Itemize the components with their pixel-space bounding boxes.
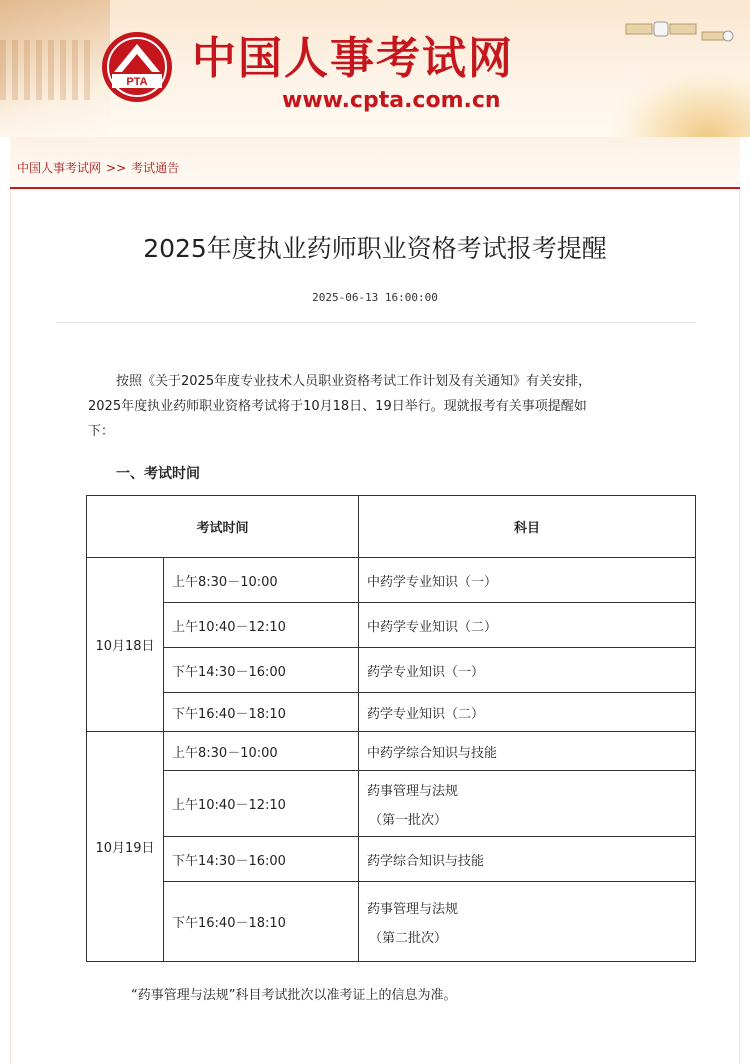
session-time: 上午10:40－12:10: [164, 771, 359, 837]
publish-date: 2025-06-13 16:00:00: [312, 291, 438, 304]
session-subject: 药学综合知识与技能: [359, 837, 696, 882]
session-subject: 中药学综合知识与技能: [359, 732, 696, 771]
site-banner: [0, 0, 750, 137]
intro-line-1: 按照《关于2025年度专业技术人员职业资格考试工作计划及有关通知》有关安排，: [116, 374, 592, 389]
session-subject-note: （第一批次）: [369, 812, 448, 828]
session-subject: 药学专业知识（一）: [359, 648, 696, 693]
logo-text: PTA: [126, 76, 148, 88]
session-subject: 药事管理与法规: [367, 783, 459, 799]
header-exam-time: 考试时间: [87, 496, 359, 558]
breadcrumb-home-link[interactable]: 中国人事考试网: [17, 161, 102, 175]
breadcrumb: [17, 159, 179, 176]
session-subject-note: （第二批次）: [369, 930, 448, 946]
header-subject: 科目: [359, 496, 696, 558]
session-subject: 中药学专业知识（二）: [359, 603, 696, 648]
table-row: [87, 693, 696, 732]
cpta-logo[interactable]: [100, 30, 174, 104]
stadium-decoration: [610, 67, 750, 137]
article-body: [10, 189, 740, 1064]
session-time: 上午10:40－12:10: [164, 603, 359, 648]
session-time: 下午14:30－16:00: [164, 648, 359, 693]
session-subject-cell: [359, 882, 696, 962]
intro-paragraph: [88, 369, 668, 444]
table-row: [87, 603, 696, 648]
session-time: 下午14:30－16:00: [164, 837, 359, 882]
table-row: [87, 882, 696, 962]
session-time: 上午8:30－10:00: [164, 558, 359, 603]
section-heading-exam-time: 一、考试时间: [116, 466, 200, 482]
table-row: [87, 648, 696, 693]
table-row: [87, 837, 696, 882]
session-subject: 药事管理与法规: [367, 901, 459, 917]
site-url[interactable]: www.cpta.com.cn: [282, 88, 501, 113]
session-subject: 中药学专业知识（一）: [359, 558, 696, 603]
table-row: [87, 732, 696, 771]
session-time: 上午8:30－10:00: [164, 732, 359, 771]
title-divider: [56, 322, 696, 323]
table-header-row: [87, 496, 696, 558]
intro-line-2: 2025年度执业药师职业资格考试将于10月18日、19日举行。现就报考有关事项提醒如: [88, 399, 587, 414]
intro-line-3: 下：: [88, 424, 115, 439]
breadcrumb-section-link[interactable]: 考试通告: [131, 161, 180, 175]
article-title: 2025年度执业药师职业资格考试报考提醒: [143, 234, 607, 263]
satellite-icon: [618, 14, 738, 48]
exam-schedule-table: [86, 495, 696, 962]
table-row: [87, 558, 696, 603]
breadcrumb-separator: >>: [106, 161, 127, 175]
exam-day-cell: 10月18日: [87, 558, 164, 732]
exam-day-cell: 10月19日: [87, 732, 164, 962]
session-subject: 药学专业知识（二）: [359, 693, 696, 732]
schedule-note: “药事管理与法规”科目考试批次以准考证上的信息为准。: [131, 988, 457, 1003]
session-time: 下午16:40－18:10: [164, 693, 359, 732]
breadcrumb-bar: [10, 137, 740, 189]
site-brand-name[interactable]: 中国人事考试网: [192, 33, 514, 84]
table-row: [87, 771, 696, 837]
session-subject-cell: [359, 771, 696, 837]
session-time: 下午16:40－18:10: [164, 882, 359, 962]
great-wall-pattern: [0, 40, 90, 100]
